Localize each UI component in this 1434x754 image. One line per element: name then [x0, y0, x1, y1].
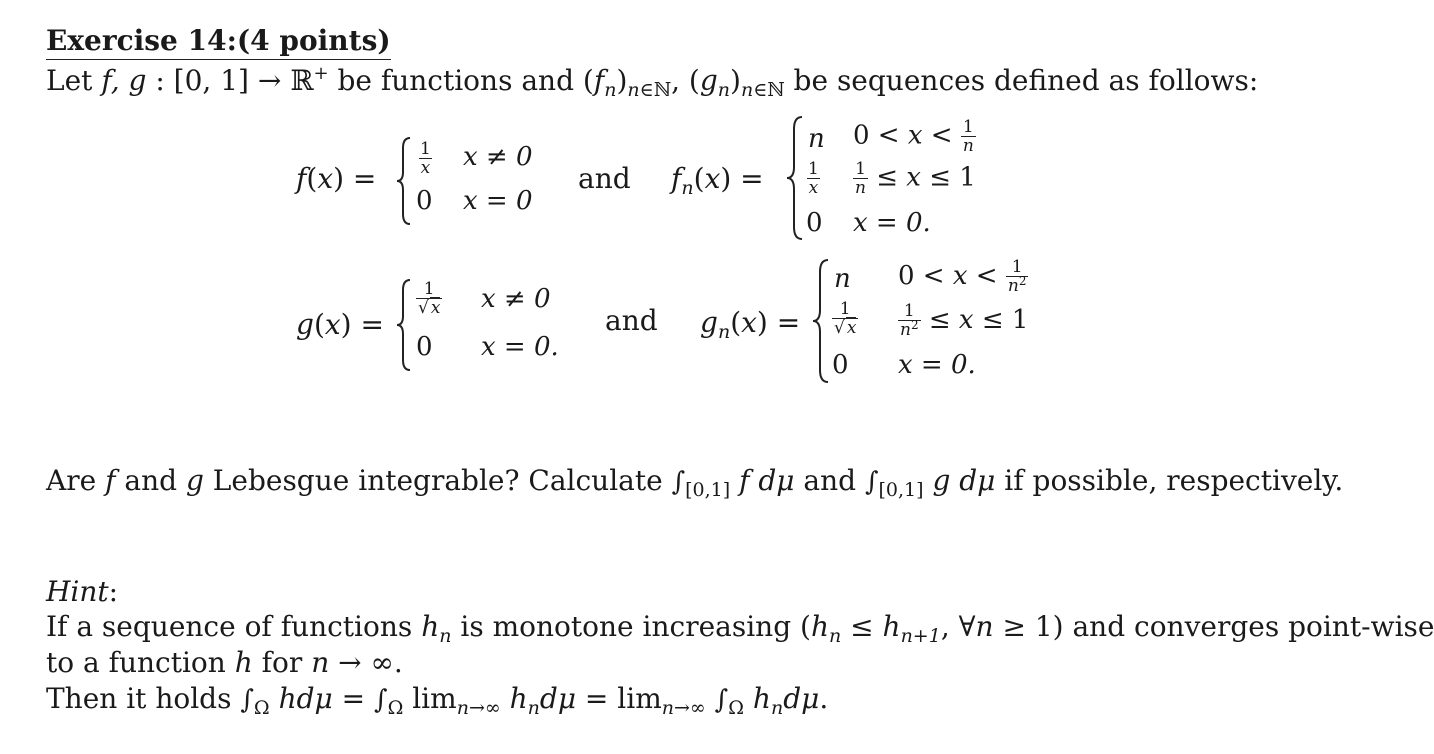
intro-be-functions: be functions and [337, 64, 574, 97]
intro-math-f-g: f, g : [0, 1] → ℝ+ [101, 63, 329, 97]
question-are: Are [46, 464, 97, 497]
f-case-1-cond: x ≠ 0 [463, 142, 533, 172]
f-brace-icon [396, 136, 414, 226]
gn-case-1-value: n [834, 264, 851, 294]
g-case-1-value: $\frac{1}{√ x}$ [418, 279, 441, 318]
gn-case-1-cond: 0 < x < $\frac{1}{n^2}$ [898, 257, 1027, 296]
f-case-2-cond: x = 0 [463, 186, 533, 216]
fn-brace-icon [786, 115, 806, 241]
intro-line [46, 64, 1258, 102]
question-lebesgue: Lebesgue integrable? Calculate [212, 464, 663, 497]
question-line: Are f and g Lebesgue integrable? Calculate $\int_{[0,1]}$ f dμ and $\int_{[0,1]}$ g dμ if possible, respectively. [46, 464, 1344, 501]
question-and2: and [803, 464, 857, 497]
hint-line-1: If a sequence of functions $h_n$ is monotone increasing ($h_n \le h_{n+1}$, ∀n ≥ 1) and converges point-wise [46, 610, 1434, 647]
gn-case-3-cond: x = 0. [898, 350, 976, 380]
f-case-2-value: 0 [416, 186, 433, 216]
gn-case-2-cond: $\frac{1}{n^2}$ ≤ x ≤ 1 [900, 301, 1029, 340]
fn-case-1-value: n [808, 124, 825, 154]
intro-be-sequences: be sequences defined as follows: [793, 64, 1259, 97]
g-case-2-value: 0 [416, 332, 433, 362]
f-case-1-value: $\frac{1}{x}$ [420, 139, 431, 178]
fn-case-3-value: 0 [806, 208, 823, 238]
and-word-2: and [605, 304, 658, 337]
fn-case-2-value: $\frac{1}{x}$ [808, 159, 819, 198]
gn-brace-icon [812, 258, 832, 384]
hint-line-2: to a function h for n → ∞. [46, 646, 403, 679]
hint-label: Hint: [46, 575, 119, 608]
integral-f: $\int_{[0,1]}$ f dμ [671, 464, 795, 501]
exercise-title: Exercise 14:(4 points) [46, 24, 391, 60]
question-end: if possible, respectively. [1004, 464, 1344, 497]
g-brace-icon [396, 278, 414, 372]
intro-math-sequences: $(f_n)_{n\in ℕ}$, $(g_n)_{n\in ℕ}$ [582, 64, 785, 101]
gn-case-3-value: 0 [832, 350, 849, 380]
gn-case-2-value: $\frac{1}{√ x}$ [834, 299, 857, 338]
intro-let: Let [46, 64, 93, 97]
g-case-1-cond: x ≠ 0 [481, 284, 551, 314]
integral-g: $\int_{[0,1]}$ g dμ [864, 464, 996, 501]
fn-case-2-cond: $\frac{1}{n}$ ≤ x ≤ 1 [855, 159, 976, 198]
f-definition: f(x) = [296, 162, 377, 195]
gn-definition: $g_n(x)$ = [700, 306, 801, 343]
hint-line-3: Then it holds $\int_\Omega$ $hd\mu = \int_\Omega$ $\lim_{n\to\infty} h_nd\mu = \lim_{n\to\infty} \int_\Omega$ $h_nd\mu$. [46, 682, 829, 719]
question-and: and [124, 464, 178, 497]
and-word-1: and [578, 162, 631, 195]
fn-case-3-cond: x = 0. [853, 208, 931, 238]
g-definition: g(x) = [296, 308, 384, 341]
fn-case-1-cond: 0 < x < $\frac{1}{n}$ [853, 117, 974, 156]
g-case-2-cond: x = 0. [481, 332, 559, 362]
fn-definition: $f_n(x)$ = [671, 162, 764, 199]
